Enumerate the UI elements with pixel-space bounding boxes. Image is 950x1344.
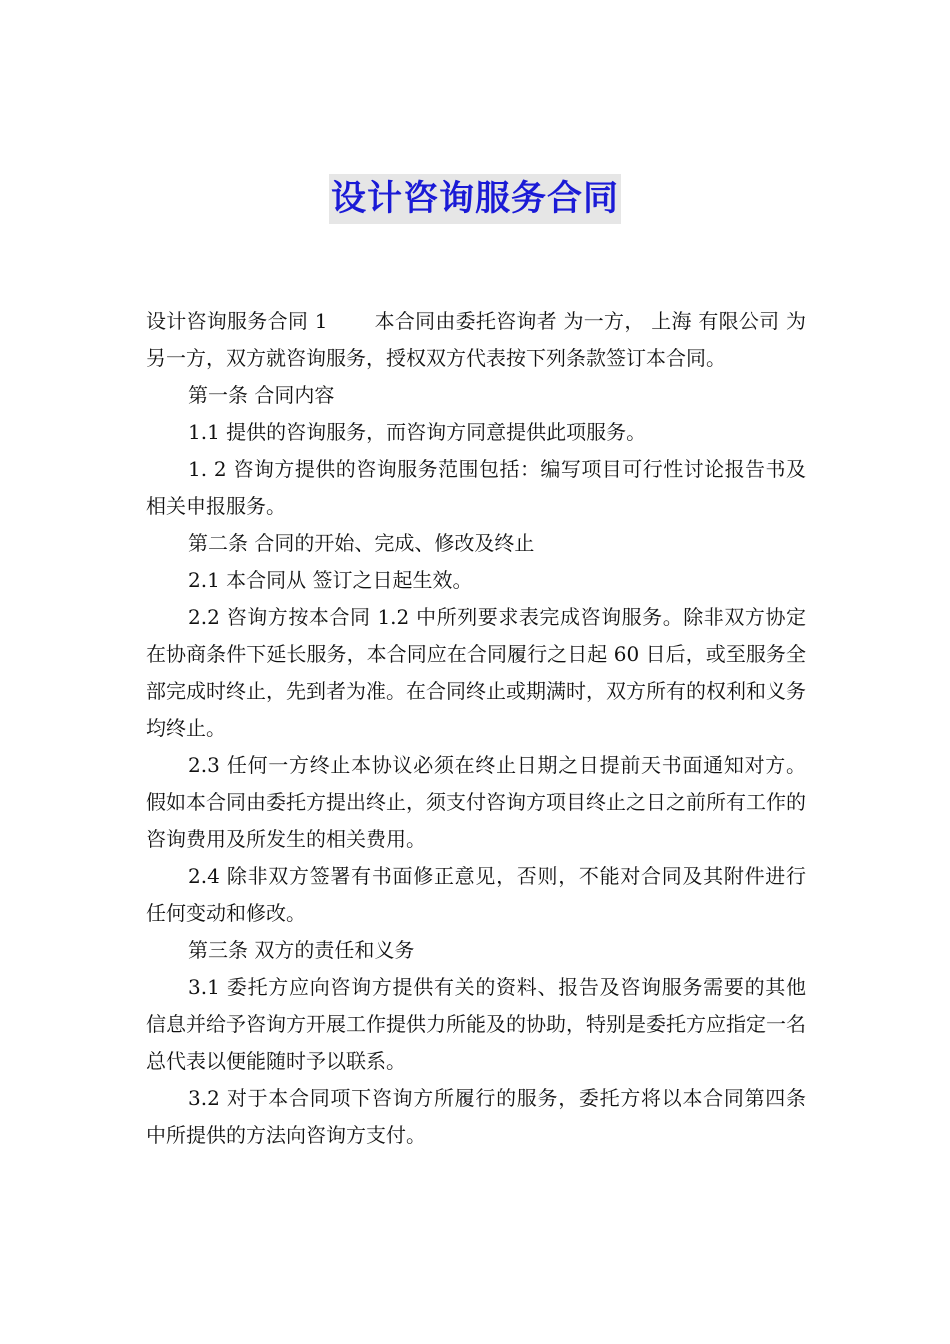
section-heading-3: 第三条 双方的责任和义务 [188,938,415,962]
section-heading-2: 第二条 合同的开始、完成、修改及终止 [188,531,535,555]
clause-1-1: 1.1 提供的咨询服务，而咨询方同意提供此项服务。 [188,420,647,444]
clause-2-3: 2.3 任何一方终止本协议必须在终止日期之日提前天书面通知对方。假如本合同由委托方提出终止，须支付咨询方项目终止之日之前所有工作的咨询费用及所发生的相关费用。 [146,753,806,851]
document-title: 设计咨询服务合同 [329,174,621,224]
clause-3-2: 3.2 对于本合同项下咨询方所履行的服务，委托方将以本合同第四条中所提供的方法向咨询方支付。 [146,1086,806,1147]
intro-paragraph: 设计咨询服务合同 1 本合同由委托咨询者 为一方， 上海 有限公司 为另一方，双方就咨询服务，授权双方代表按下列条款签订本合同。 [146,309,806,370]
section-heading-1: 第一条 合同内容 [188,383,335,407]
document-body [146,303,806,1154]
clause-2-1: 2.1 本合同从 签订之日起生效。 [188,568,473,592]
title-container [0,174,950,224]
clause-3-1: 3.1 委托方应向咨询方提供有关的资料、报告及咨询服务需要的其他信息并给予咨询方开展工作提供力所能及的协助，特别是委托方应指定一名总代表以便能随时予以联系。 [146,975,806,1073]
clause-2-4: 2.4 除非双方签署有书面修正意见，否则，不能对合同及其附件进行任何变动和修改。 [146,864,806,925]
clause-2-2: 2.2 咨询方按本合同 1.2 中所列要求表完成咨询服务。除非双方协定在协商条件下延长服务，本合同应在合同履行之日起 60 日后，或至服务全部完成时终止，先到者为准。在合同终止或期满时，双方所有的权利和义务均终止。 [146,605,806,740]
clause-1-2: 1. 2 咨询方提供的咨询服务范围包括：编写项目可行性讨论报告书及相关申报服务。 [146,457,806,518]
